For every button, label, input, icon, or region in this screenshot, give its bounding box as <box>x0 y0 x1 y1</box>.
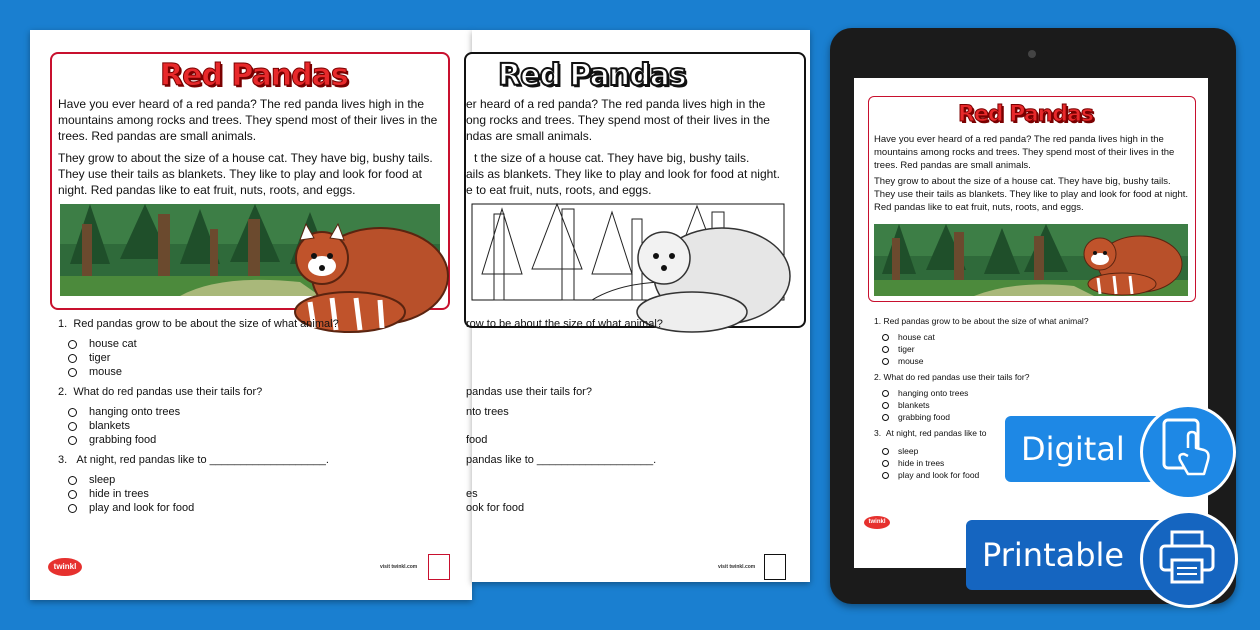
question-1: 1. Red pandas grow to be about the size of what animal? <box>58 318 339 330</box>
radio-button[interactable] <box>882 448 889 455</box>
bw-question-2: pandas use their tails for? <box>466 386 592 398</box>
bw-line: ndas are small animals. <box>466 129 593 143</box>
bw-line: t the size of a house cat. They have big, bushy tails. <box>474 151 750 165</box>
tablet-q2-option-c[interactable]: grabbing food <box>882 412 950 422</box>
bw-line: ails as blankets. They like to play and look for food at night. <box>466 167 780 181</box>
bw-question-1: row to be about the size of what animal? <box>466 318 663 330</box>
footer-text: visit twinkl.com <box>380 564 418 570</box>
twinkl-logo: twinkl <box>48 558 82 576</box>
bw-question-3: pandas like to ___________________. <box>466 454 657 466</box>
q3-option-a[interactable]: sleep <box>68 474 115 486</box>
radio-button[interactable] <box>882 460 889 467</box>
radio-button[interactable] <box>68 476 77 485</box>
q3-option-b[interactable]: hide in trees <box>68 488 149 500</box>
tablet-q2-option-b[interactable]: blankets <box>882 400 930 410</box>
radio-button[interactable] <box>882 334 889 341</box>
footer-stamp <box>428 554 450 580</box>
tablet-title: Red Pandas <box>958 102 1093 127</box>
tablet-q3-option-a[interactable]: sleep <box>882 446 918 456</box>
reading-paragraph-2: They grow to about the size of a house cat. They have big, bushy tails. They use their tails as blankets. They like to play and look for food at night. Red pandas like to eat fruit, nuts, roots, and eggs. <box>58 151 433 198</box>
q2-option-a[interactable]: hanging onto trees <box>68 406 180 418</box>
q2-option-b[interactable]: blankets <box>68 420 130 432</box>
tablet-q3-option-c[interactable]: play and look for food <box>882 470 979 480</box>
page-title-bw: Red Pandas <box>498 58 686 93</box>
radio-button[interactable] <box>68 368 77 377</box>
q1-option-b[interactable]: tiger <box>68 352 110 364</box>
printable-label: Printable <box>982 536 1125 574</box>
tablet-q1-option-a[interactable]: house cat <box>882 332 935 342</box>
footer-stamp-bw <box>764 554 786 580</box>
footer-text-bw: visit twinkl.com <box>718 564 756 570</box>
tablet-q1-option-b[interactable]: tiger <box>882 344 915 354</box>
radio-button[interactable] <box>68 422 77 431</box>
question-2: 2. What do red pandas use their tails for? <box>58 386 263 398</box>
radio-button[interactable] <box>68 408 77 417</box>
tablet-question-3: 3. At night, red pandas like to <box>874 428 987 438</box>
q1-option-a[interactable]: house cat <box>68 338 137 350</box>
bw-option: food <box>466 434 488 446</box>
q2-option-c[interactable]: grabbing food <box>68 434 156 446</box>
bw-option: es <box>466 488 478 500</box>
tablet-q3-option-b[interactable]: hide in trees <box>882 458 944 468</box>
printer-icon <box>1158 530 1216 584</box>
q1-option-c[interactable]: mouse <box>68 366 122 378</box>
radio-button[interactable] <box>68 490 77 499</box>
tablet-question-2: 2. What do red pandas use their tails for? <box>874 372 1030 382</box>
bw-option: ook for food <box>466 502 525 514</box>
radio-button[interactable] <box>882 358 889 365</box>
bw-line: ong rocks and trees. They spend most of their lives in the <box>466 113 770 127</box>
tablet-camera <box>1028 50 1036 58</box>
tablet-touch-icon <box>1160 418 1214 480</box>
worksheet-bw <box>466 30 810 582</box>
reading-paragraph-1: Have you ever heard of a red panda? The red panda lives high in the mountains among rocks and trees. They spend most of their lives in the trees. Red pandas are small animals. <box>58 97 438 144</box>
tablet-q2-option-a[interactable]: hanging onto trees <box>882 388 968 398</box>
digital-label: Digital <box>1021 430 1125 468</box>
radio-button[interactable] <box>68 504 77 513</box>
bw-line: e to eat fruit, nuts, roots, and eggs. <box>466 183 652 197</box>
radio-button[interactable] <box>882 402 889 409</box>
tablet-paragraph-2: They grow to about the size of a house cat. They have big, bushy tails. They use their tails as blankets. They like to play and look for food at night. Red pandas like to eat fruit, nuts, roots, and eggs. <box>874 176 1189 213</box>
tablet-paragraph-1: Have you ever heard of a red panda? The red panda lives high in the mountains among rocks and trees. They spend most of their lives in the trees. Red pandas are small animals. <box>874 134 1175 171</box>
worksheet-color <box>30 30 472 600</box>
tablet-q1-option-c[interactable]: mouse <box>882 356 924 366</box>
tablet-question-1: 1. Red pandas grow to be about the size of what animal? <box>874 316 1089 326</box>
tablet-screen <box>854 78 1208 568</box>
tablet-twinkl-logo: twinkl <box>864 516 890 529</box>
radio-button[interactable] <box>68 340 77 349</box>
question-3: 3. At night, red pandas like to ___________________. <box>58 454 329 466</box>
tablet-red-panda <box>1074 230 1184 296</box>
q3-option-c[interactable]: play and look for food <box>68 502 194 514</box>
bw-line: er heard of a red panda? The red panda lives high in the <box>466 97 766 111</box>
bw-option: nto trees <box>466 406 509 418</box>
tablet-forest-scene <box>874 224 1188 296</box>
radio-button[interactable] <box>68 436 77 445</box>
radio-button[interactable] <box>882 414 889 421</box>
radio-button[interactable] <box>882 390 889 397</box>
page-title: Red Pandas <box>160 58 348 93</box>
radio-button[interactable] <box>882 472 889 479</box>
radio-button[interactable] <box>882 346 889 353</box>
radio-button[interactable] <box>68 354 77 363</box>
